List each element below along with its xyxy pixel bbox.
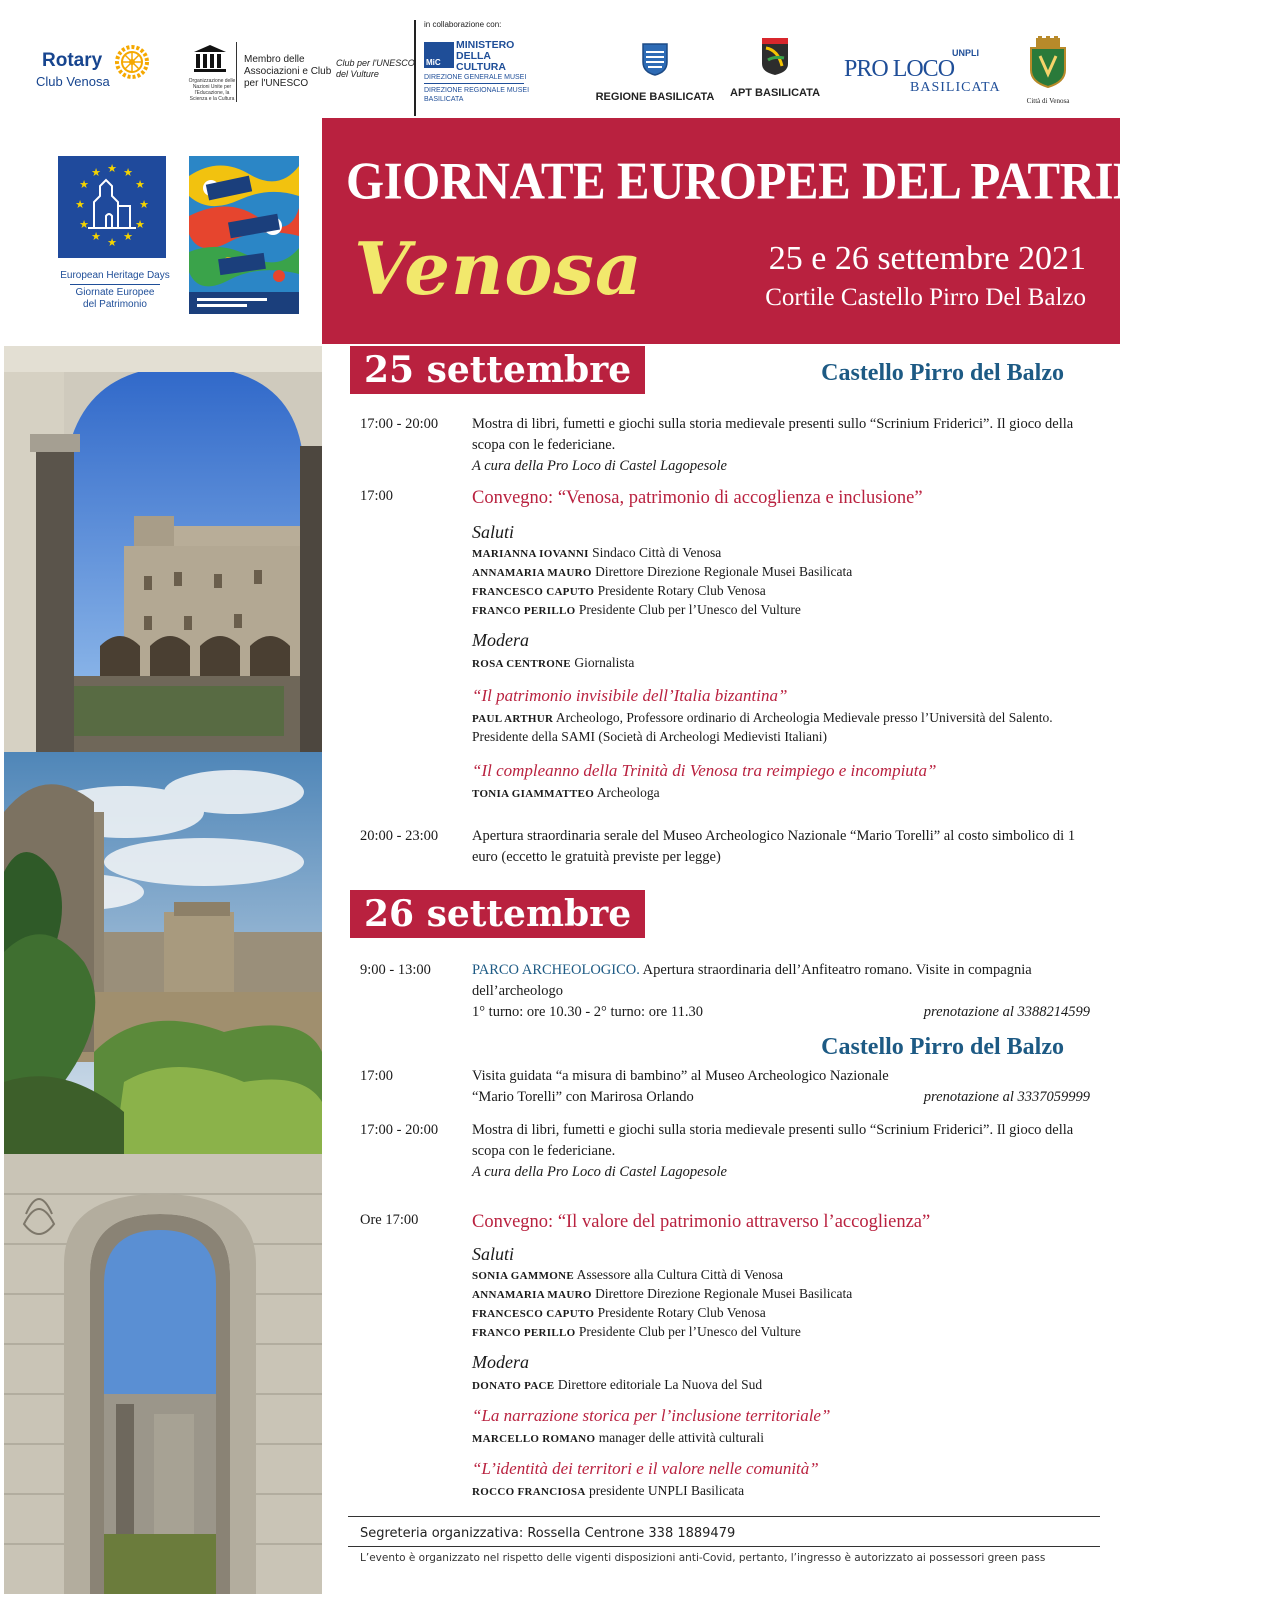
- svg-text:★: ★: [139, 198, 149, 211]
- collab-text: in collaborazione con:: [424, 20, 502, 29]
- talk-title: “L’identità dei territori e il valore nelle comunità”: [472, 1459, 819, 1478]
- day1-venue: Castello Pirro del Balzo: [821, 360, 1064, 386]
- mic-divider: [424, 83, 524, 84]
- ehd-label: [40, 270, 190, 311]
- unpli-text: UNPLI: [952, 48, 979, 58]
- eu-stars-castle-icon: [58, 156, 166, 258]
- speaker-line: MARIANNA IOVANNI Sindaco Città di Venosa: [472, 545, 722, 560]
- venosa-crest-icon: [1028, 36, 1068, 88]
- unesco-member-text: Membro delle Associazioni e Club per l'UNESCO: [244, 54, 332, 89]
- event-time: 9:00 - 13:00: [360, 962, 431, 978]
- regione-label: REGIONE BASILICATA: [595, 91, 715, 103]
- talk-speaker: PAUL ARTHUR Archeologo, Professore ordinario di Archeologia Medievale presso l’Università del Salento. Presidente della SAMI (Società di Archeologi Medievisti Italiani): [472, 710, 1053, 744]
- booking-text: prenotazione al 3388214599: [923, 1004, 1090, 1020]
- banner-title: GIORNATE EUROPEE DEL PATRIMONIO: [346, 151, 1287, 211]
- proloco-logo: [840, 48, 1000, 98]
- footer-divider: [348, 1516, 1100, 1517]
- all-inclusive-poster-image: [189, 156, 299, 314]
- talk-speaker: ROCCO FRANCIOSA presidente UNPLI Basilicata: [472, 1483, 745, 1498]
- regione-logo: [590, 42, 720, 102]
- unesco-divider: [236, 42, 237, 102]
- mic-dir1: DIREZIONE GENERALE MUSEI: [424, 74, 527, 81]
- mic-logo: [414, 20, 534, 116]
- event-time: 17:00: [360, 1068, 394, 1084]
- apt-logo: [730, 36, 820, 102]
- castle-arch-photo: [4, 346, 322, 752]
- speaker-line: ANNAMARIA MAURO Direttore Direzione Regionale Musei Basilicata: [472, 564, 853, 579]
- svg-text:★: ★: [123, 230, 133, 243]
- proloco-main: PRO LOCO: [844, 56, 955, 82]
- svg-text:★: ★: [75, 198, 85, 211]
- event-text: Mostra di libri, fumetti e giochi sulla storia medievale presenti sullo “Scrinium Friderici”. Il gioco della scopa con le federiciane.: [472, 1122, 1074, 1159]
- svg-text:★: ★: [107, 162, 117, 175]
- ehd-line2: Giornate Europee: [75, 287, 155, 298]
- svg-text:★: ★: [123, 166, 133, 179]
- footer-note: L’evento è organizzato nel rispetto delle vigenti disposizioni anti-Covid, pertanto, l’ingresso è autorizzato ai possessori green pass: [360, 1552, 1046, 1564]
- speaker-line: SONIA GAMMONE Assessore alla Cultura Città di Venosa: [472, 1267, 783, 1282]
- speaker-line: FRANCESCO CAPUTO Presidente Rotary Club Venosa: [472, 1305, 766, 1320]
- day1-label: 25 settembre: [350, 346, 645, 394]
- ehd-separator: [70, 284, 160, 285]
- banner-place: Cortile Castello Pirro Del Balzo: [765, 284, 1086, 311]
- event-time: 17:00 - 20:00: [360, 416, 439, 432]
- day2-venue: Castello Pirro del Balzo: [821, 1034, 1064, 1060]
- svg-text:★: ★: [91, 166, 101, 179]
- convegno-title: Convegno: “Il valore del patrimonio attraverso l’accoglienza”: [472, 1212, 931, 1232]
- event-text: Visita guidata “a misura di bambino” al Museo Archeologico Nazionale “Mario Torelli” con Marirosa Orlando: [472, 1068, 889, 1105]
- event-text: Apertura straordinaria serale del Museo Archeologico Nazionale “Mario Torelli” al costo simbolico di 1 euro (eccetto le gratuità previste per legge): [472, 828, 1076, 865]
- mic-box: MiC: [424, 42, 454, 68]
- talk-title: “La narrazione storica per l’inclusione territoriale”: [472, 1406, 831, 1425]
- unesco-emblem-text: Organizzazione delle Nazioni Unite per l'Educazione, la Scienza e la Cultura: [188, 78, 236, 102]
- footer-segreteria: Segreteria organizzativa: Rossella Centrone 338 1889479: [360, 1526, 736, 1541]
- svg-text:★: ★: [135, 178, 145, 191]
- footer-divider: [348, 1546, 1100, 1547]
- event-text: Mostra di libri, fumetti e giochi sulla storia medievale presenti sullo “Scrinium Friderici”. Il gioco della scopa con le federiciane.: [472, 416, 1074, 453]
- event-time: Ore 17:00: [360, 1212, 419, 1228]
- mic-name: MINISTERO DELLA CULTURA: [456, 39, 515, 73]
- event-time: 17:00: [360, 488, 394, 504]
- rotary-title: Rotary: [42, 50, 103, 71]
- talk-title: “Il compleanno della Trinità di Venosa tra reimpiego e incompiuta”: [472, 761, 937, 780]
- convegno-title: Convegno: “Venosa, patrimonio di accoglienza e inclusione”: [472, 488, 923, 508]
- speaker-line: ANNAMARIA MAURO Direttore Direzione Regionale Musei Basilicata: [472, 1286, 853, 1301]
- svg-text:★: ★: [107, 236, 117, 249]
- moderator-line: DONATO PACE Direttore editoriale La Nuova del Sud: [472, 1377, 763, 1392]
- talk-speaker: TONIA GIAMMATTEO Archeologa: [472, 785, 660, 800]
- archway-photo: [4, 1154, 322, 1594]
- saluti-heading: Saluti: [472, 1244, 515, 1264]
- rotary-logo: [34, 42, 154, 92]
- svg-text:★: ★: [79, 218, 89, 231]
- speaker-line: FRANCESCO CAPUTO Presidente Rotary Club Venosa: [472, 583, 766, 598]
- european-heritage-days-logo: [58, 156, 166, 258]
- regione-shield-icon: [641, 42, 669, 76]
- svg-text:★: ★: [79, 178, 89, 191]
- speaker-line: FRANCO PERILLO Presidente Club per l’Unesco del Vulture: [472, 602, 801, 617]
- proloco-sub: BASILICATA: [910, 80, 1001, 95]
- day2-label: 26 settembre: [350, 890, 645, 938]
- apt-label: APT BASILICATA: [730, 87, 821, 99]
- mic-dir2: DIREZIONE REGIONALE MUSEI BASILICATA: [424, 87, 530, 103]
- ehd-line1: European Heritage Days: [60, 270, 170, 281]
- booking-text: prenotazione al 3337059999: [923, 1089, 1090, 1105]
- unesco-logo: [186, 40, 415, 110]
- event-time: 20:00 - 23:00: [360, 828, 439, 844]
- citta-logo: [1018, 36, 1078, 106]
- talk-speaker: MARCELLO ROMANO manager delle attività culturali: [472, 1430, 765, 1445]
- banner-date: 25 e 26 settembre 2021: [768, 240, 1086, 277]
- unesco-temple-icon: [192, 44, 228, 72]
- ehd-line3: del Patrimonio: [83, 299, 147, 310]
- banner-city: Venosa: [354, 226, 643, 311]
- castle-tower-photo: [4, 752, 322, 1154]
- unesco-club-text: Club per l'UNESCO del Vulture: [336, 58, 415, 79]
- title-banner: [322, 118, 1287, 344]
- modera-heading: Modera: [472, 1352, 529, 1372]
- event-text: PARCO ARCHEOLOGICO. Apertura straordinaria dell’Anfiteatro romano. Visite in compagnia dell’archeologo: [472, 962, 1032, 999]
- saluti-heading: Saluti: [472, 522, 515, 542]
- event-credit: A cura della Pro Loco di Castel Lagopesole: [472, 458, 727, 474]
- apt-mark-icon: [758, 36, 792, 76]
- rotary-wheel-icon: [114, 44, 150, 80]
- rotary-subtitle: Club Venosa: [36, 74, 110, 89]
- event-time: 17:00 - 20:00: [360, 1122, 439, 1138]
- svg-text:★: ★: [91, 230, 101, 243]
- svg-text:★: ★: [135, 218, 145, 231]
- speaker-line: FRANCO PERILLO Presidente Club per l’Unesco del Vulture: [472, 1324, 801, 1339]
- citta-label: Città di Venosa: [1026, 97, 1070, 105]
- event-credit: A cura della Pro Loco di Castel Lagopesole: [472, 1164, 727, 1180]
- modera-heading: Modera: [472, 630, 529, 650]
- event-turni-line: 1° turno: ore 10.30 - 2° turno: ore 11.30 prenotazione al 3388214599: [472, 1002, 1090, 1023]
- talk-title: “Il patrimonio invisibile dell’Italia bizantina”: [472, 686, 788, 705]
- moderator-line: ROSA CENTRONE Giornalista: [472, 655, 635, 670]
